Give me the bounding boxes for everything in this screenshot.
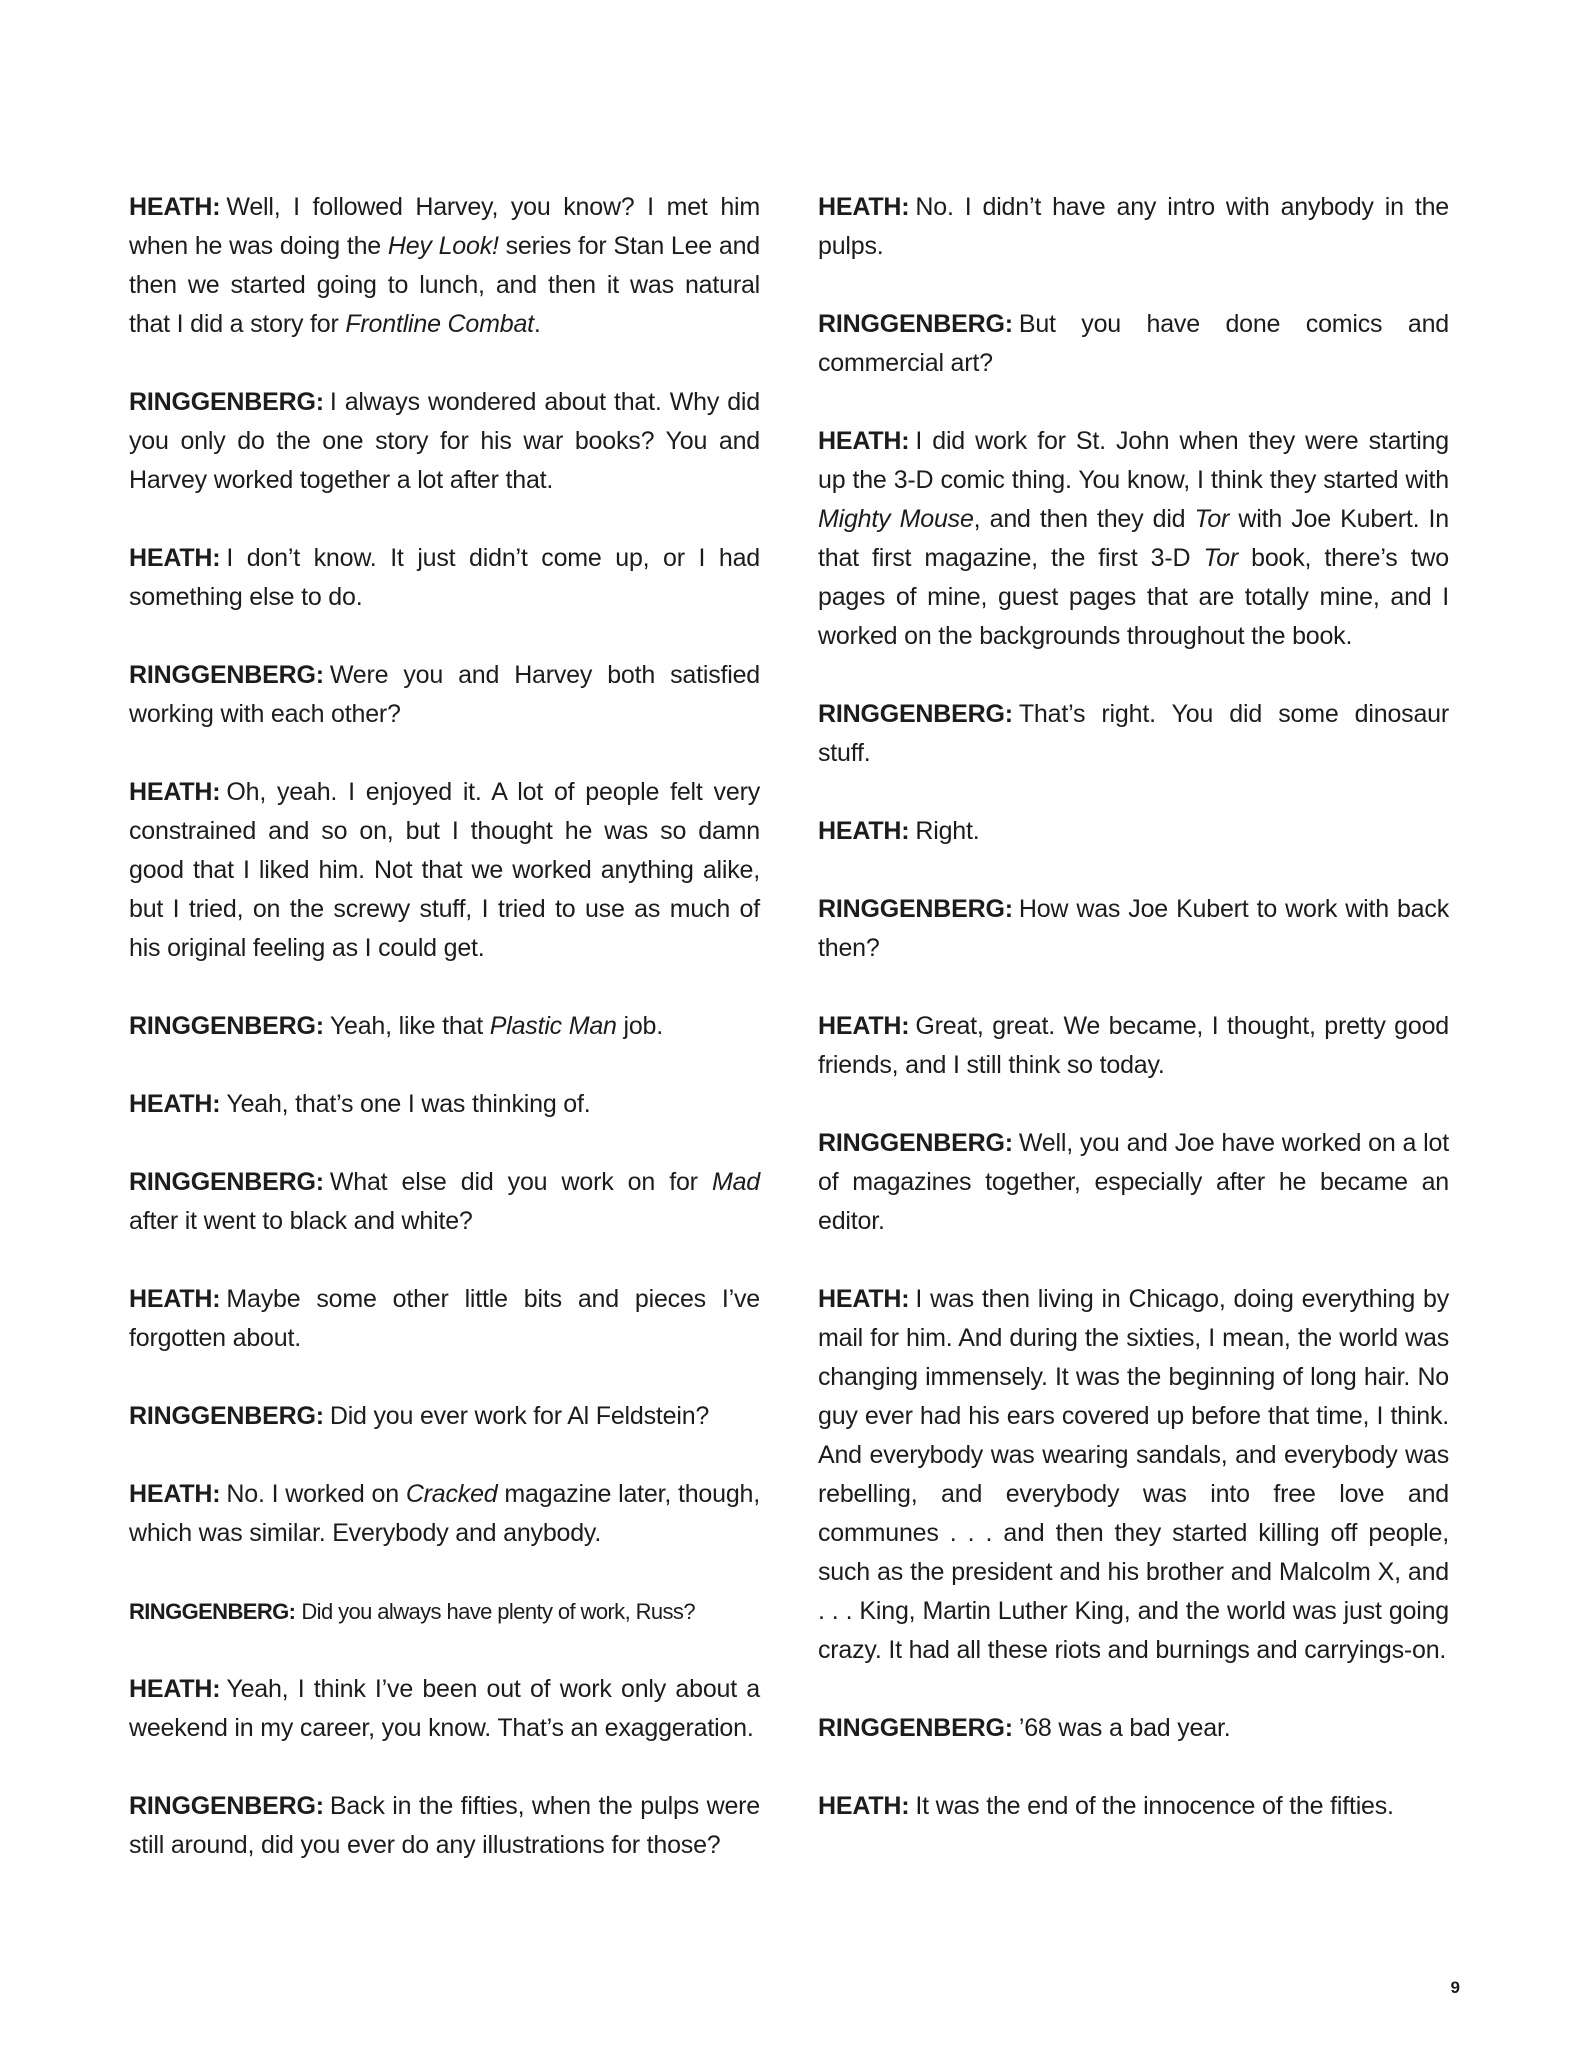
interview-paragraph xyxy=(818,1280,1449,1670)
italic-title: Plastic Man xyxy=(489,1012,617,1040)
speaker-label: RINGGENBERG: xyxy=(129,1012,324,1040)
paragraph-text: Back in the fifties, when the pulps were still around, did you ever do any illustrations for those? xyxy=(129,1792,760,1859)
paragraph-text: That’s right. You did some dinosaur stuff. xyxy=(818,700,1449,767)
speaker-label: HEATH: xyxy=(818,1285,910,1313)
paragraph-text: . xyxy=(533,310,541,338)
paragraph-text: Yeah, like that xyxy=(329,1012,490,1040)
paragraph-text: Were you and Harvey both satisfied working with each other? xyxy=(129,661,760,728)
italic-title: Mighty Mouse xyxy=(818,505,974,533)
italic-title: Frontline Combat xyxy=(345,310,534,338)
right-column xyxy=(818,188,1449,1865)
paragraph-text: I was then living in Chicago, doing everything by mail for him. And during the sixties, I mean, the world was changing immensely. It was the beginning of long hair. No guy ever had his ears covered up before that time, I think. And everybody was wearing sandals, and everybody was rebelling, and everybody was into free love and communes . . . and then they started killing off people, such as the president and his brother and Malcolm X, and . . . King, Martin Luther King, and the world was just going crazy. It had all these riots and burnings and carryings-on. xyxy=(818,1285,1449,1664)
interview-paragraph xyxy=(818,695,1449,773)
interview-paragraph xyxy=(818,1787,1449,1826)
italic-title: Hey Look! xyxy=(387,232,499,260)
interview-paragraph xyxy=(129,383,760,500)
speaker-label: HEATH: xyxy=(129,193,221,221)
paragraph-text: Did you ever work for Al Feldstein? xyxy=(329,1402,710,1430)
italic-title: Tor xyxy=(1194,505,1230,533)
interview-paragraph xyxy=(129,188,760,344)
interview-paragraph xyxy=(818,188,1449,266)
speaker-label: HEATH: xyxy=(818,817,910,845)
speaker-label: HEATH: xyxy=(129,778,221,806)
paragraph-text: , and then they did xyxy=(973,505,1195,533)
interview-paragraph xyxy=(129,1670,760,1748)
speaker-label: RINGGENBERG: xyxy=(129,388,324,416)
speaker-label: RINGGENBERG: xyxy=(818,1129,1013,1157)
speaker-label: RINGGENBERG: xyxy=(129,1402,324,1430)
paragraph-text: It was the end of the innocence of the fifties. xyxy=(915,1792,1394,1820)
page-number: 9 xyxy=(1450,1978,1460,1997)
speaker-label: HEATH: xyxy=(818,1792,910,1820)
paragraph-text: Well, I followed Harvey, you know? I met him when he was doing the xyxy=(129,193,760,260)
paragraph-text: What else did you work on for xyxy=(329,1168,712,1196)
speaker-label: HEATH: xyxy=(818,193,910,221)
paragraph-text: Maybe some other little bits and pieces I’ve forgotten about. xyxy=(129,1285,760,1352)
speaker-label: RINGGENBERG: xyxy=(818,700,1013,728)
italic-title: Cracked xyxy=(405,1480,498,1508)
interview-paragraph xyxy=(818,422,1449,656)
interview-paragraph xyxy=(129,1397,760,1436)
paragraph-text: I did work for St. John when they were starting up the 3-D comic thing. You know, I think they started with xyxy=(818,427,1449,494)
speaker-label: RINGGENBERG: xyxy=(818,1714,1013,1742)
interview-paragraph xyxy=(129,1163,760,1241)
interview-paragraph xyxy=(818,1007,1449,1085)
speaker-label: HEATH: xyxy=(129,544,221,572)
paragraph-text: I don’t know. It just didn’t come up, or I had something else to do. xyxy=(129,544,760,611)
interview-paragraph xyxy=(129,539,760,617)
italic-title: Tor xyxy=(1203,544,1239,572)
paragraph-text: Oh, yeah. I enjoyed it. A lot of people felt very constrained and so on, but I thought he was so damn good that I liked him. Not that we worked anything alike, but I tried, on the screwy stuff, I tried to use as much of his original feeling as I could get. xyxy=(129,778,760,962)
interview-paragraph xyxy=(129,1592,760,1631)
paragraph-text: magazine later, though, which was similar. Everybody and anybody. xyxy=(129,1480,760,1547)
speaker-label: HEATH: xyxy=(129,1675,221,1703)
interview-paragraph xyxy=(129,1475,760,1553)
interview-paragraph xyxy=(129,1007,760,1046)
italic-title: Mad xyxy=(711,1168,760,1196)
speaker-label: RINGGENBERG: xyxy=(129,1792,324,1820)
interview-paragraph xyxy=(129,1085,760,1124)
paragraph-text: book, there’s two pages of mine, guest pages that are totally mine, and I worked on the backgrounds throughout the book. xyxy=(818,544,1449,650)
paragraph-text: ’68 was a bad year. xyxy=(1018,1714,1231,1742)
paragraph-text: No. I didn’t have any intro with anybody in the pulps. xyxy=(818,193,1449,260)
left-column xyxy=(129,188,760,1904)
interview-paragraph xyxy=(818,1124,1449,1241)
speaker-label: RINGGENBERG: xyxy=(129,661,324,689)
speaker-label: HEATH: xyxy=(129,1480,221,1508)
paragraph-text: job. xyxy=(616,1012,664,1040)
interview-paragraph xyxy=(129,773,760,968)
speaker-label: RINGGENBERG: xyxy=(818,310,1013,338)
paragraph-text: How was Joe Kubert to work with back then? xyxy=(818,895,1449,962)
paragraph-text: Well, you and Joe have worked on a lot of magazines together, especially after he became an editor. xyxy=(818,1129,1449,1235)
paragraph-text: Right. xyxy=(915,817,980,845)
interview-paragraph xyxy=(129,656,760,734)
paragraph-text: after it went to black and white? xyxy=(129,1207,473,1235)
speaker-label: HEATH: xyxy=(818,1012,910,1040)
paragraph-text: I always wondered about that. Why did you only do the one story for his war books? You and Harvey worked together a lot after that. xyxy=(129,388,760,494)
paragraph-text: But you have done comics and commercial art? xyxy=(818,310,1449,377)
speaker-label: RINGGENBERG: xyxy=(129,1599,296,1624)
speaker-label: HEATH: xyxy=(129,1090,221,1118)
paragraph-text: Yeah, I think I’ve been out of work only about a weekend in my career, you know. That’s an exaggeration. xyxy=(129,1675,760,1742)
speaker-label: RINGGENBERG: xyxy=(818,895,1013,923)
interview-paragraph xyxy=(818,812,1449,851)
paragraph-text: No. I worked on xyxy=(226,1480,406,1508)
paragraph-text: with Joe Kubert. In that first magazine, the first 3-D xyxy=(818,505,1449,572)
paragraph-text: Great, great. We became, I thought, pretty good friends, and I still think so today. xyxy=(818,1012,1449,1079)
speaker-label: HEATH: xyxy=(129,1285,221,1313)
interview-paragraph xyxy=(818,890,1449,968)
interview-paragraph xyxy=(818,305,1449,383)
interview-paragraph xyxy=(129,1280,760,1358)
interview-paragraph xyxy=(818,1709,1449,1748)
interview-paragraph xyxy=(129,1787,760,1865)
speaker-label: RINGGENBERG: xyxy=(129,1168,324,1196)
paragraph-text: Did you always have plenty of work, Russ? xyxy=(301,1599,695,1624)
paragraph-text: series for Stan Lee and then we started going to lunch, and then it was natural that I did a story for xyxy=(129,232,760,338)
speaker-label: HEATH: xyxy=(818,427,910,455)
paragraph-text: Yeah, that’s one I was thinking of. xyxy=(226,1090,591,1118)
